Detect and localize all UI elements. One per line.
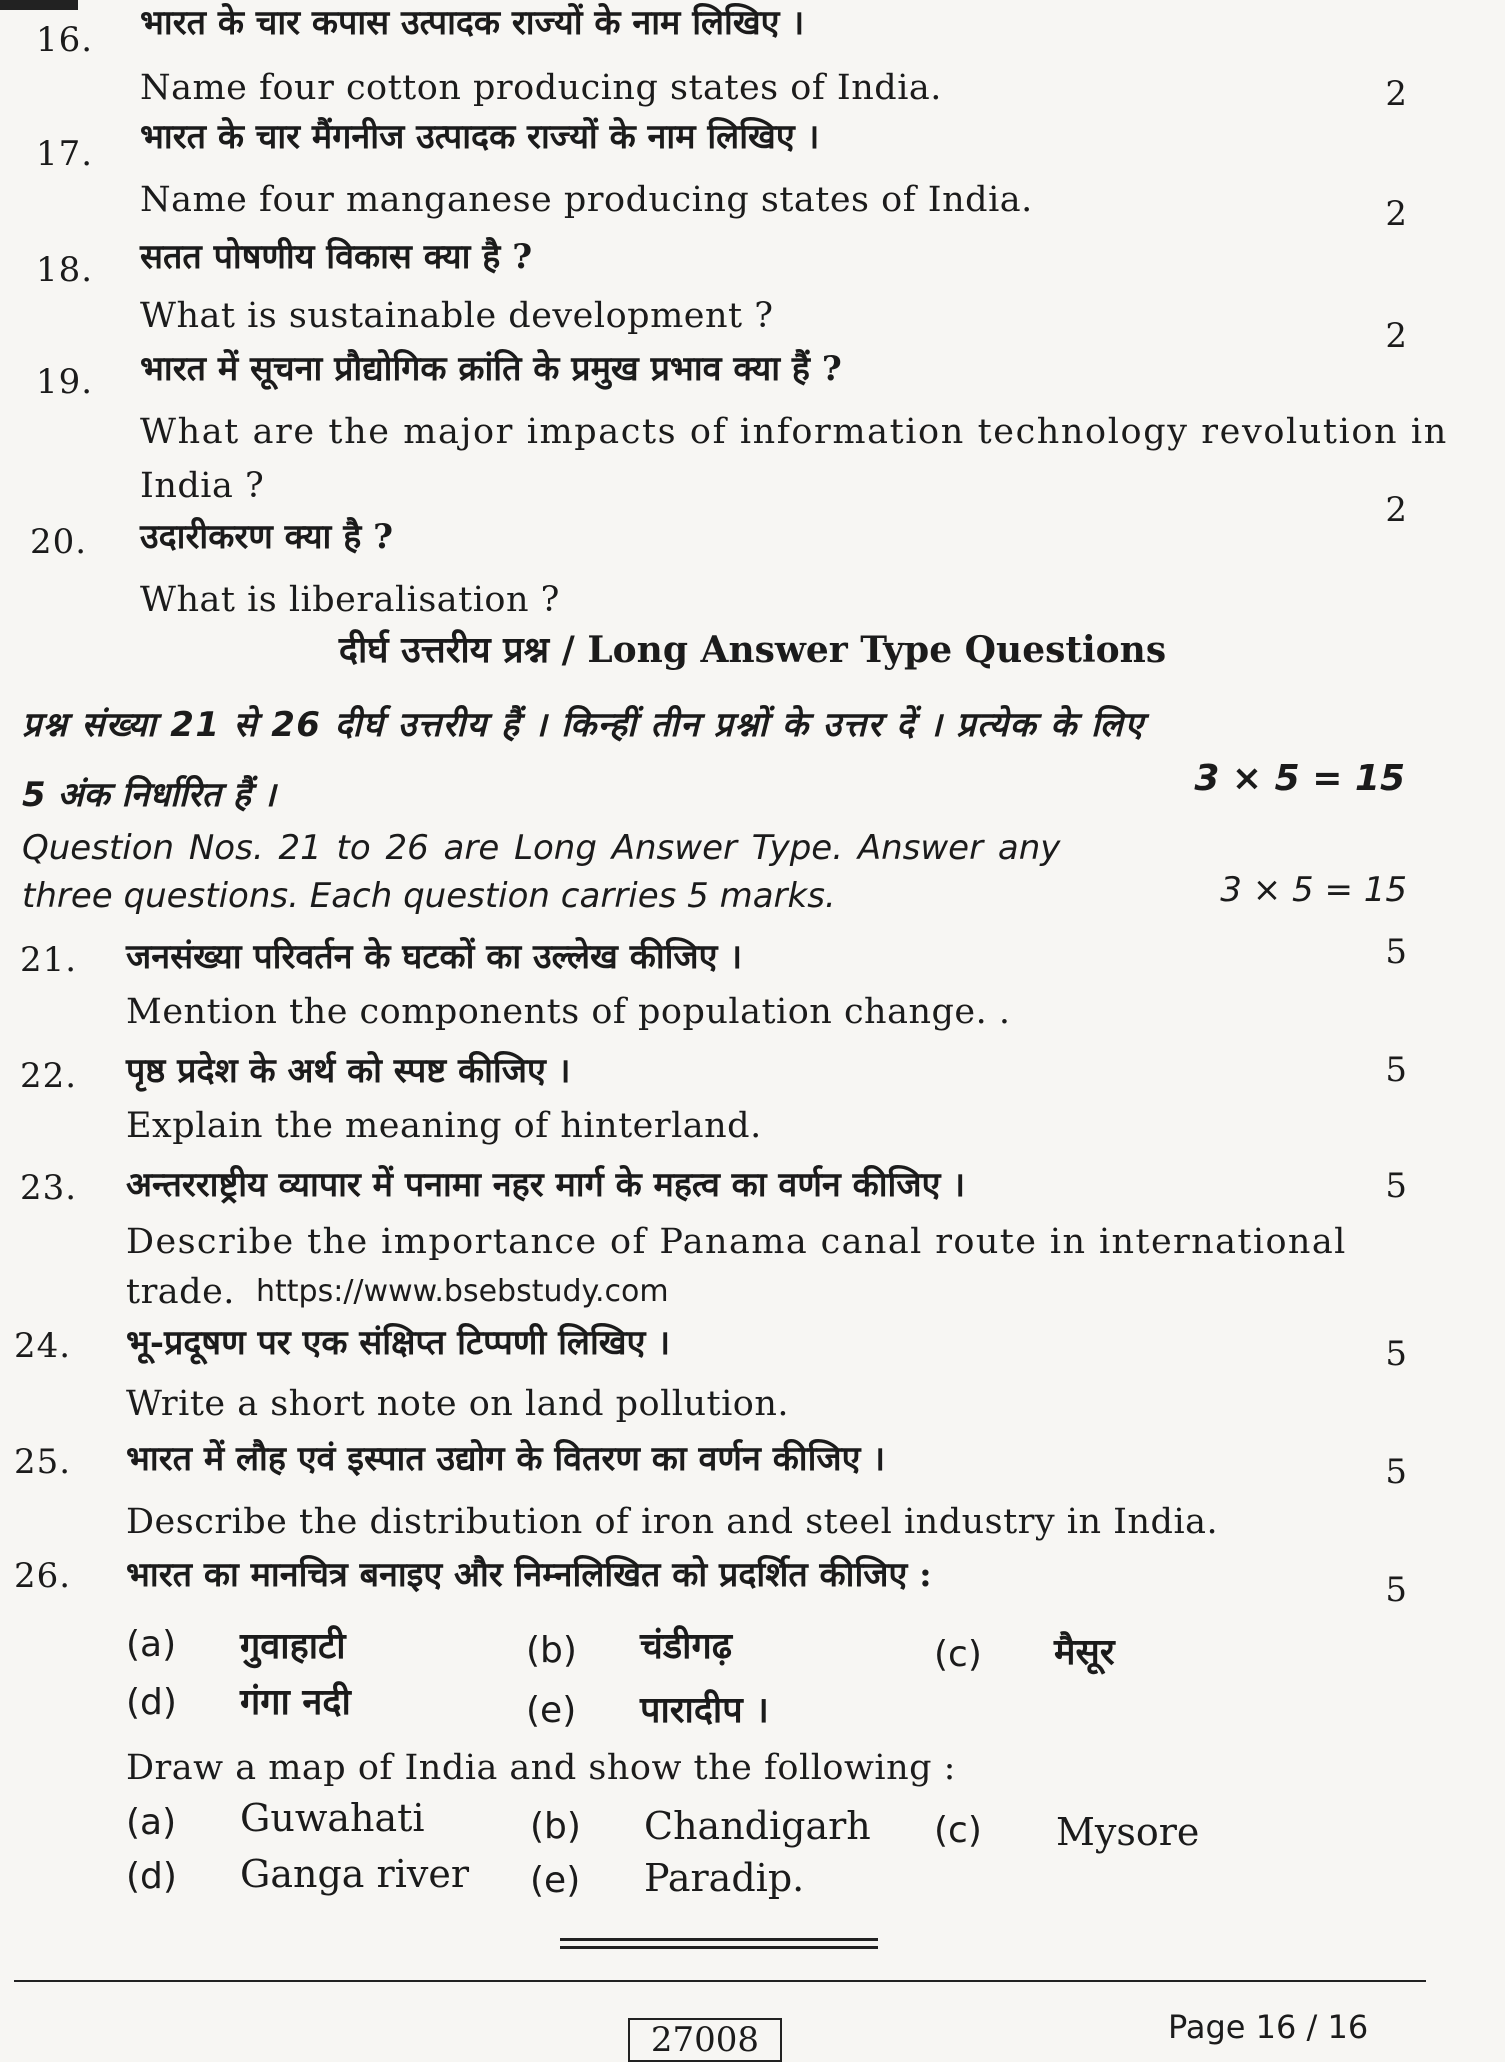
question-english-continued: India ?	[140, 466, 265, 506]
page-corner-mark	[0, 0, 78, 10]
question-hindi: उदारीकरण क्या है ?	[140, 517, 394, 557]
option-english: Paradip.	[644, 1856, 805, 1900]
question-number: 26.	[14, 1556, 72, 1596]
option-english: Chandigarh	[644, 1804, 871, 1848]
instructions-english-line-2: three questions. Each question carries 5 marks.	[22, 876, 836, 916]
question-english: Explain the meaning of hinterland.	[126, 1106, 762, 1146]
instructions-hindi-line-1: प्रश्न संख्या 21 से 26 दीर्घ उत्तरीय हैं । किन्हीं तीन प्रश्नों के उत्तर दें । प्रत्येक के लिए	[22, 705, 1145, 745]
option-hindi: गंगा नदी	[240, 1681, 351, 1723]
question-hindi: पृष्ठ प्रदेश के अर्थ को स्पष्ट कीजिए ।	[126, 1051, 571, 1091]
question-marks: 2	[1385, 490, 1407, 530]
option-english: Guwahati	[240, 1796, 425, 1840]
option-letter: (c)	[934, 1810, 982, 1851]
question-number: 18.	[36, 250, 94, 290]
question-english-continued: trade.	[126, 1272, 235, 1312]
question-number: 20.	[30, 522, 88, 562]
question-marks: 2	[1385, 316, 1407, 356]
option-letter: (c)	[934, 1634, 982, 1675]
question-english: What is sustainable development ?	[140, 296, 774, 336]
question-hindi: भारत में लौह एवं इस्पात उद्योग के वितरण का वर्णन कीजिए ।	[126, 1439, 886, 1479]
question-marks: 2	[1385, 194, 1407, 234]
option-letter: (e)	[526, 1690, 577, 1731]
option-letter: (d)	[126, 1856, 177, 1897]
question-hindi: भारत के चार कपास उत्पादक राज्यों के नाम लिखिए ।	[140, 3, 805, 43]
end-divider-top	[560, 1938, 878, 1941]
question-marks: 5	[1385, 932, 1407, 972]
question-number: 16.	[36, 20, 94, 60]
question-number: 25.	[14, 1442, 72, 1482]
section-heading: दीर्घ उत्तरीय प्रश्न / Long Answer Type Questions	[338, 629, 1167, 671]
question-english: What is liberalisation ?	[140, 580, 560, 620]
question-hindi: भारत के चार मैंगनीज उत्पादक राज्यों के नाम लिखिए ।	[140, 117, 820, 157]
question-marks: 5	[1385, 1452, 1407, 1492]
option-letter: (e)	[530, 1860, 581, 1901]
option-letter: (a)	[126, 1624, 177, 1665]
question-english: What are the major impacts of information technology revolution in	[140, 412, 1448, 452]
question-english: Describe the distribution of iron and steel industry in India.	[126, 1502, 1219, 1542]
question-number: 19.	[36, 362, 94, 402]
instructions-hindi-line-2: 5 अंक निर्धारित हैं ।	[22, 775, 276, 815]
question-hindi: भू-प्रदूषण पर एक संक्षिप्त टिप्पणी लिखिए ।	[126, 1323, 671, 1363]
option-letter: (b)	[526, 1630, 577, 1671]
watermark-url: https://www.bsebstudy.com	[256, 1274, 669, 1309]
option-letter: (a)	[126, 1802, 177, 1843]
option-hindi: चंडीगढ़	[640, 1625, 732, 1667]
option-english: Ganga river	[240, 1852, 469, 1896]
question-marks: 5	[1385, 1334, 1407, 1374]
question-marks: 5	[1385, 1166, 1407, 1206]
question-english: Name four manganese producing states of India.	[140, 180, 1033, 220]
question-number: 22.	[20, 1056, 78, 1096]
question-english: Describe the importance of Panama canal route in international	[126, 1222, 1347, 1262]
question-marks: 5	[1385, 1050, 1407, 1090]
question-english: Name four cotton producing states of India.	[140, 68, 942, 108]
option-letter: (d)	[126, 1682, 177, 1723]
question-hindi: भारत का मानचित्र बनाइए और निम्नलिखित को प्रदर्शित कीजिए :	[126, 1555, 932, 1595]
question-english: Write a short note on land pollution.	[126, 1384, 790, 1424]
question-hindi: सतत पोषणीय विकास क्या है ?	[140, 237, 533, 277]
option-hindi: मैसूर	[1054, 1631, 1115, 1673]
end-divider-bottom	[560, 1946, 878, 1949]
option-english: Mysore	[1056, 1810, 1200, 1854]
question-marks: 2	[1385, 74, 1407, 114]
instructions-english-line-1: Question Nos. 21 to 26 are Long Answer Type. Answer any	[22, 828, 1061, 868]
option-letter: (b)	[530, 1806, 581, 1847]
question-number: 24.	[14, 1326, 72, 1366]
page-number: Page 16 / 16	[1168, 2008, 1369, 2046]
score-english: 3 × 5 = 15	[1220, 870, 1407, 910]
question-english: Draw a map of India and show the following :	[126, 1748, 956, 1788]
question-number: 21.	[20, 940, 78, 980]
option-hindi: पारादीप ।	[640, 1689, 769, 1731]
question-marks: 5	[1385, 1570, 1407, 1610]
question-hindi: भारत में सूचना प्रौद्योगिक क्रांति के प्रमुख प्रभाव क्या हैं ?	[140, 349, 842, 389]
question-hindi: जनसंख्या परिवर्तन के घटकों का उल्लेख कीजिए ।	[126, 937, 743, 977]
option-hindi: गुवाहाटी	[240, 1625, 346, 1667]
score-hindi: 3 × 5 = 15	[1194, 758, 1405, 799]
question-number: 23.	[20, 1168, 78, 1208]
question-english: Mention the components of population change. .	[126, 992, 1011, 1032]
footer-rule	[14, 1980, 1426, 1982]
question-number: 17.	[36, 134, 94, 174]
paper-code: 27008	[628, 2018, 782, 2062]
question-hindi: अन्तरराष्ट्रीय व्यापार में पनामा नहर मार्ग के महत्व का वर्णन कीजिए ।	[126, 1165, 966, 1205]
